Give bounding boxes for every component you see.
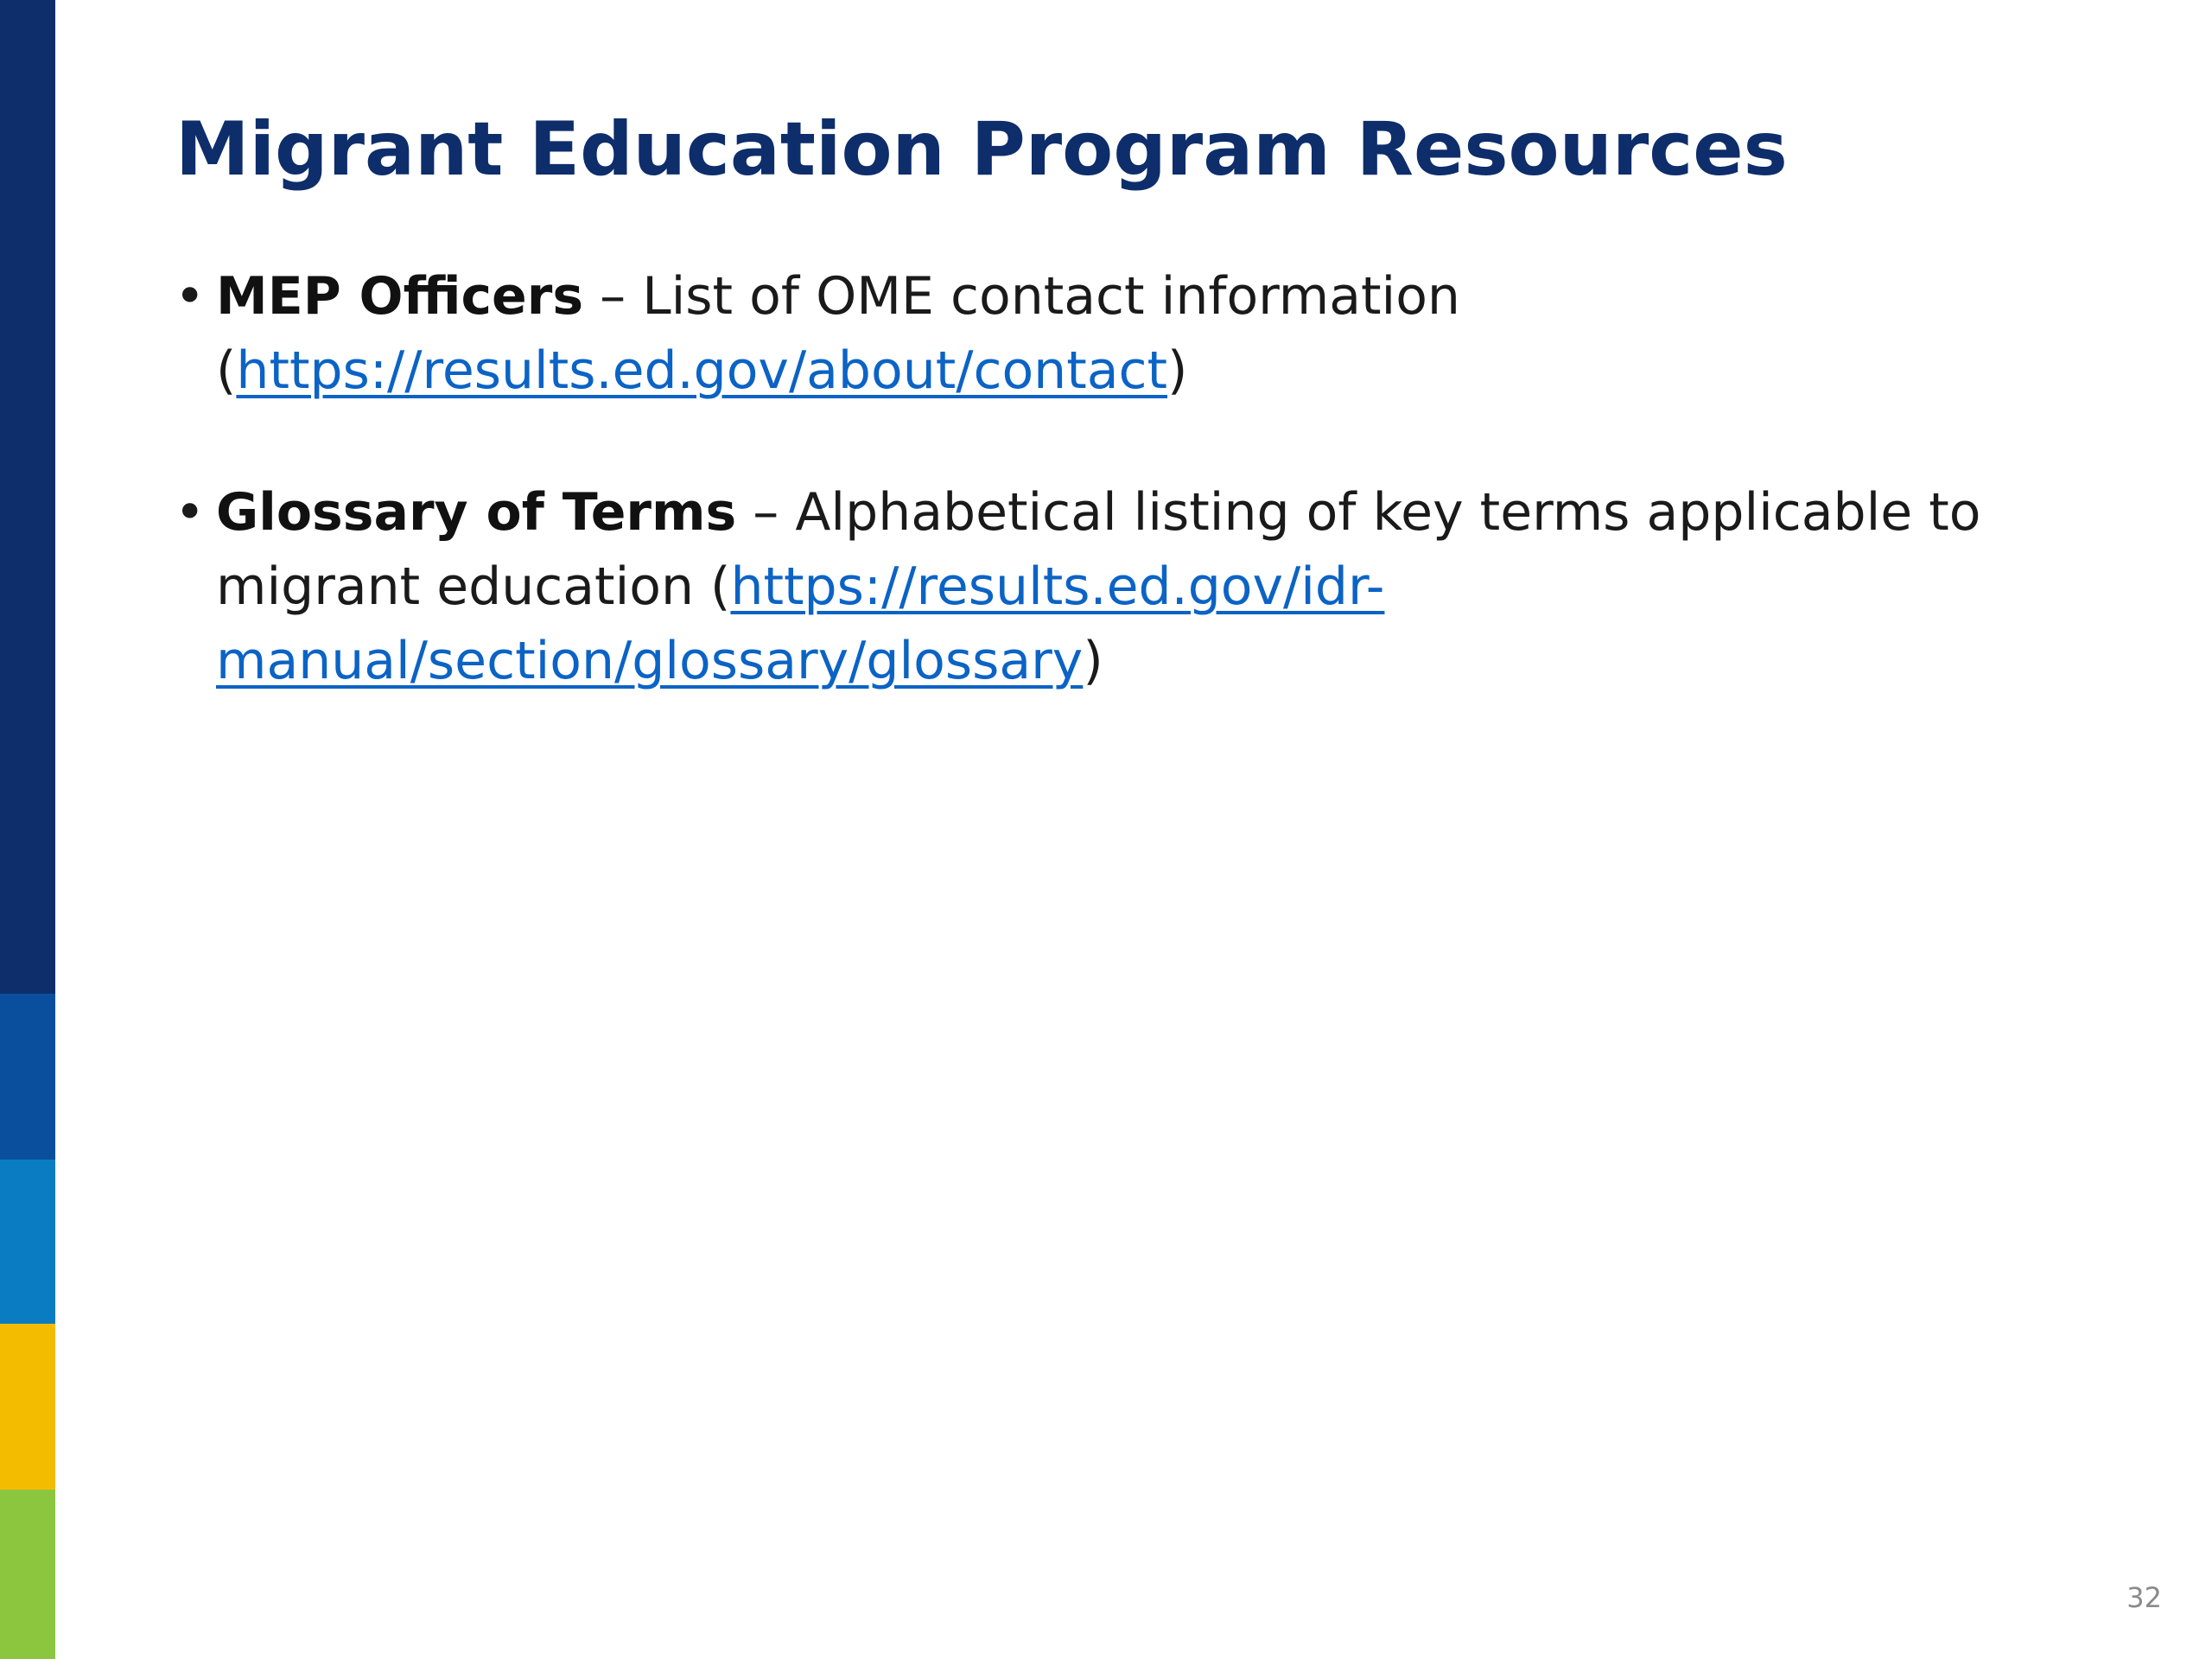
close-paren: )	[1167, 340, 1188, 401]
open-paren: (	[693, 556, 731, 617]
bullet-item-glossary	[173, 475, 2031, 698]
bullet-description: Alphabetical listing of key terms applicable to migrant education	[216, 482, 1981, 617]
stripe-yellow-segment	[0, 1324, 55, 1490]
bullet-dot-icon: •	[175, 482, 206, 543]
bullet-dot-icon: •	[175, 266, 206, 327]
bullet-term: Glossary of Terms	[216, 482, 737, 543]
stripe-light-blue-segment	[0, 1160, 55, 1324]
bullet-item-mep-officers	[173, 259, 2031, 408]
bullet-description: List of OME contact information	[642, 266, 1460, 327]
stripe-green-segment	[0, 1490, 55, 1659]
close-paren: )	[1083, 631, 1103, 691]
bullet-separator: –	[736, 482, 796, 543]
bullet-term: MEP Officers	[216, 266, 584, 327]
bullet-separator: –	[583, 266, 643, 327]
slide-title: Migrant Education Program Resources	[175, 106, 1788, 193]
glossary-link[interactable]: https://results.ed.gov/idr-manual/section/glossary/glossary	[216, 556, 1385, 691]
bullet-list	[173, 259, 2031, 698]
stripe-blue-segment	[0, 994, 55, 1160]
open-paren: (	[216, 340, 237, 401]
contact-link[interactable]: https://results.ed.gov/about/contact	[236, 340, 1168, 401]
side-color-stripe	[0, 0, 55, 1659]
stripe-navy-segment	[0, 0, 55, 994]
page-number: 32	[2126, 1581, 2162, 1614]
